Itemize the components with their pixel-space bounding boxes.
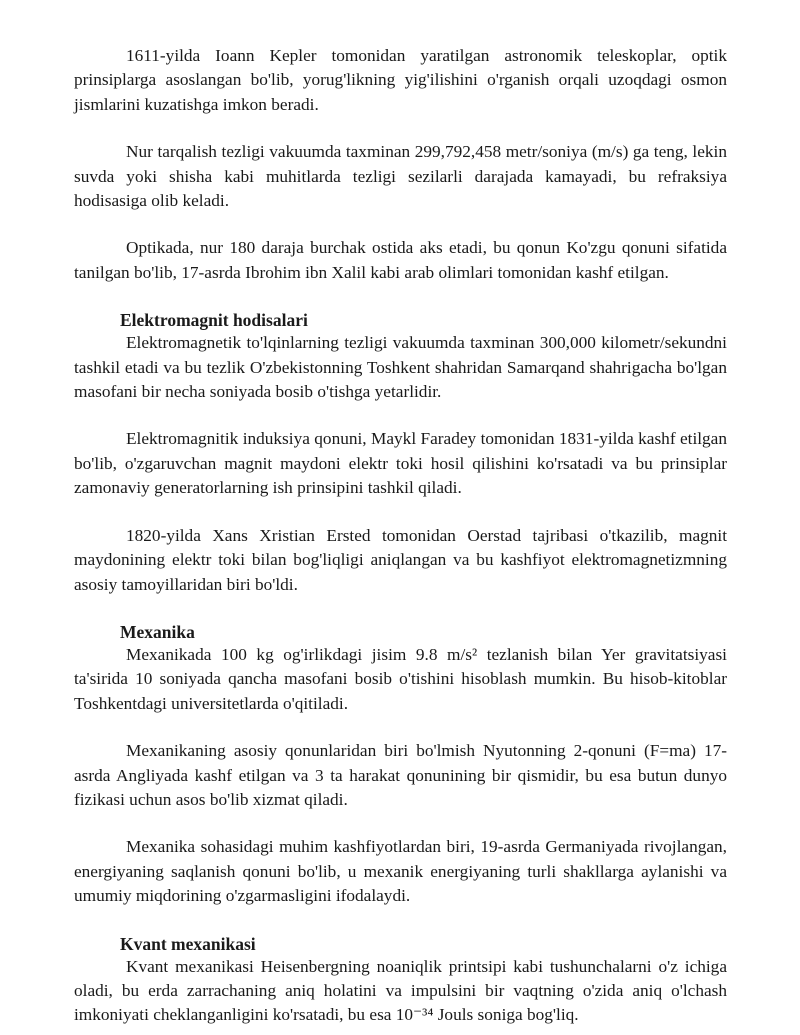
heading-mechanics: Mexanika	[120, 621, 195, 642]
paragraph-oersted-experiment: 1820-yilda Xans Xristian Ersted tomonidan Oerstad tajribasi o'tkazilib, magnit maydonining elektr toki bilan bog'liqligi aniqlangan va bu kashfiyot elektromagnetizmning asosiy tamoyillaridan biri bo'ldi.	[74, 525, 727, 594]
paragraph-newton-second-law: Mexanikaning asosiy qonunlaridan biri bo'lmish Nyutonning 2-qonuni (F=ma) 17-asrda Angliyada kashf etilgan va 3 ta harakat qonunining bir qismidir, bu esa butun dunyo fizikasi uchun asos bo'lib xizmat qiladi.	[74, 741, 727, 809]
heading-quantum-mechanics: Kvant mexanikasi	[120, 933, 256, 954]
document-page	[74, 0, 727, 1028]
paragraph-mirror-law: Optikada, nur 180 daraja burchak ostida aks etadi, bu qonun Ko'zgu qonuni sifatida tanilgan bo'lib, 17-asrda Ibrohim ibn Xalil kabi arab olimlari tomonidan kashf etilgan.	[74, 238, 727, 282]
paragraph-faraday-induction: Elektromagnitik induksiya qonuni, Maykl Faradey tomonidan 1831-yilda kashf etilgan bo'lib, o'zgaruvchan magnit maydoni elektr toki hosil qilishini ko'rsatadi va bu prinsiplar zamonaviy generatorlarning ish prinsipini tashkil qiladi.	[74, 429, 727, 498]
paragraph-em-waves-speed: Elektromagnetik to'lqinlarning tezligi vakuumda taxminan 300,000 kilometr/sekundni tashkil etadi va bu tezlik O'zbekistonning Toshkent shahridan Samarqand shahrigacha bo'lgan masofani bir necha soniyada bosib o'tishga yetarlidir.	[74, 333, 727, 402]
paragraph-kepler-telescopes: 1611-yilda Ioann Kepler tomonidan yaratilgan astronomik teleskoplar, optik prinsiplarga asoslangan bo'lib, yorug'likning yig'ilishini o'rganish orqali uzoqdagi osmon jismlarini kuzatishga imkon beradi.	[74, 46, 727, 114]
paragraph-mechanics-calculation: Mexanikada 100 kg og'irlikdagi jisim 9.8 m/s² tezlanish bilan Yer gravitatsiyasi ta'sirida 10 soniyada qancha masofani bosib o'tishini hisoblash mumkin. Bu hisob-kitoblar Toshkentdagi universitetlarda o'qitiladi.	[74, 644, 727, 713]
paragraph-light-speed: Nur tarqalish tezligi vakuumda taxminan 299,792,458 metr/soniya (m/s) ga teng, lekin suvda yoki shisha kabi muhitlarda tezligi sezilarli darajada kamayadi, bu refraksiya hodisasiga olib keladi.	[74, 142, 727, 211]
paragraph-energy-conservation: Mexanika sohasidagi muhim kashfiyotlardan biri, 19-asrda Germaniyada rivojlangan, energiyaning saqlanish qonuni bo'lib, u mexanik energiyaning turli shakllarga aylanishi va umumiy miqdorining o'zgarmasligini ifodalaydi.	[74, 837, 727, 906]
paragraph-heisenberg-uncertainty: Kvant mexanikasi Heisenbergning noaniqlik printsipi kabi tushunchalarni o'z ichiga oladi, bu erda zarrachaning aniq holatini va impulsini bir vaqtning o'zida aniq o'lchash imkoniyati cheklanganligini ko'rsatadi, bu esa 10⁻³⁴ Jouls soniga bog'liq.	[74, 956, 727, 1025]
top-margin	[74, 0, 727, 44]
heading-electromagnetic: Elektromagnit hodisalari	[120, 310, 308, 331]
